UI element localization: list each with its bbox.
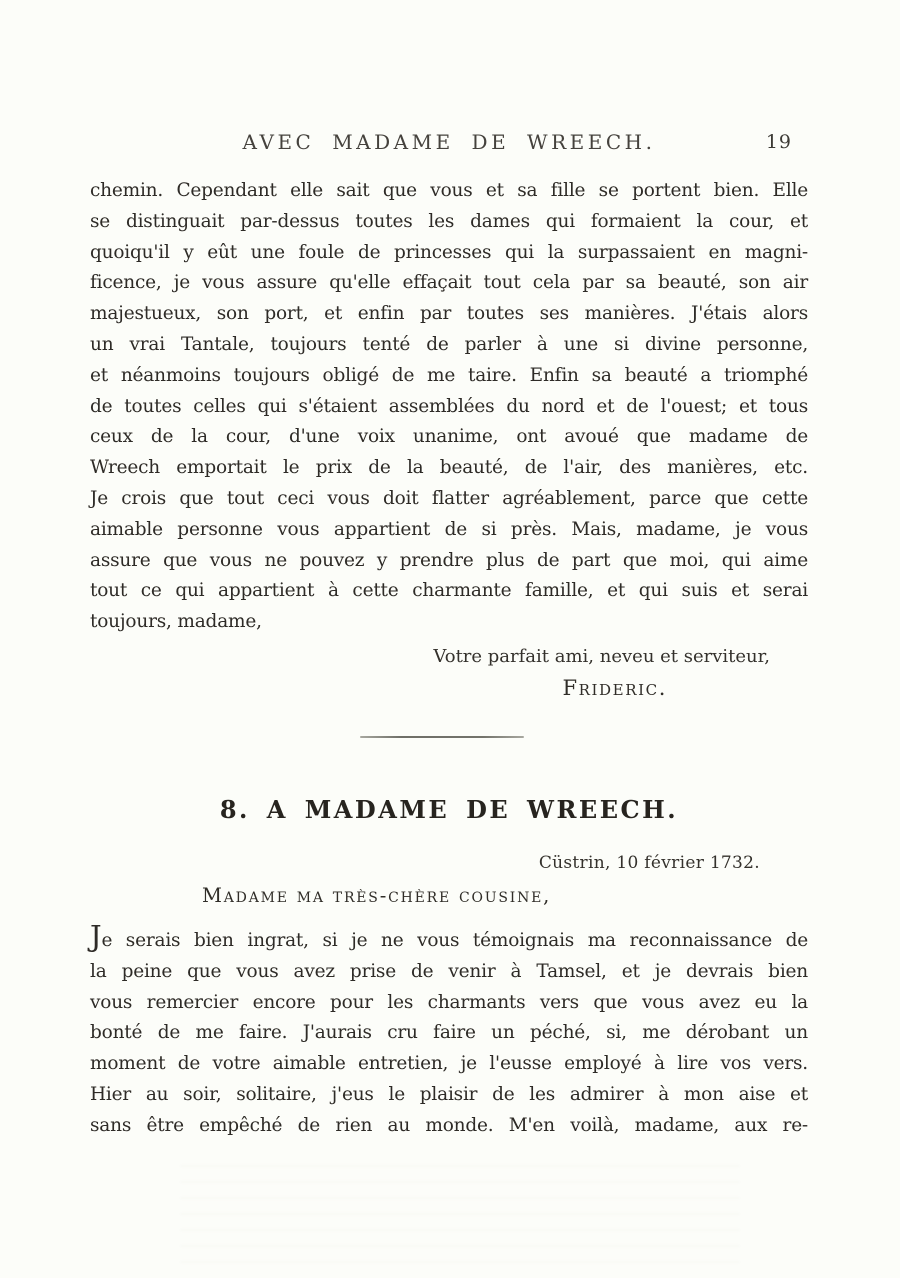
letter-7-signature: Frideric. <box>562 676 667 700</box>
body-line: ceux de la cour, d'une voix unanime, ont avoué que madame de <box>90 426 808 448</box>
body-line: chemin. Cependant elle sait que vous et sa fille se portent bien. Elle <box>90 180 808 201</box>
body-line: assure que vous ne pouvez y prendre plus de part que moi, qui aime <box>90 549 808 571</box>
body-line: quoiqu'il y eût une foule de princesses qui la surpassaient en magni- <box>90 241 808 263</box>
body-line: de toutes celles qui s'étaient assemblées du nord et de l'ouest; et tous <box>90 395 808 417</box>
letter-7-closing: Votre parfait ami, neveu et serviteur, <box>433 646 770 667</box>
body-line: tout ce qui appartient à cette charmante famille, et qui suis et serai <box>90 580 808 602</box>
letter-8-body <box>90 919 808 1142</box>
body-line: bonté de me faire. J'aurais cru faire un péché, si, me dérobant un <box>90 1022 808 1044</box>
body-line: majestueux, son port, et enfin par toutes ses manières. J'étais alors <box>90 303 808 325</box>
body-line: toujours, madame, <box>90 611 262 633</box>
body-line: et néanmoins toujours obligé de me taire. Enfin sa beauté a triomphé <box>90 364 808 386</box>
body-line: Hier au soir, solitaire, j'eus le plaisir de les admirer à mon aise et <box>90 1083 808 1105</box>
letter-8-heading: 8. A MADAME DE WREECH. <box>219 795 679 824</box>
body-line: moment de votre aimable entretien, je l'eusse employé à lire vos vers. <box>90 1053 808 1075</box>
body-line: aimable personne vous appartient de si près. Mais, madame, je vous <box>90 518 808 540</box>
running-header <box>90 130 808 160</box>
body-line: un vrai Tantale, toujours tenté de parler à une si divine personne, <box>90 333 808 355</box>
body-line: vous remercier encore pour les charmants vers que vous avez eu la <box>90 991 808 1013</box>
letter-8-salutation: Madame ma très-chère cousine, <box>202 884 552 907</box>
body-line: Je crois que tout ceci vous doit flatter agréablement, parce que cette <box>90 487 808 509</box>
page-showthrough-texture <box>180 1165 740 1265</box>
running-header-title: AVEC MADAME DE WREECH. <box>242 130 656 154</box>
body-line: la peine que vous avez prise de venir à Tamsel, et je devrais bien <box>90 960 808 982</box>
body-line: se distinguait par-dessus toutes les dames qui formaient la cour, et <box>90 210 808 232</box>
page-number: 19 <box>765 131 792 153</box>
body-line: Wreech emportait le prix de la beauté, de l'air, des manières, etc. <box>90 457 808 479</box>
section-divider-rule <box>360 736 524 738</box>
body-line: ficence, je vous assure qu'elle effaçait tout cela par sa beauté, son air <box>90 272 808 294</box>
body-line: Je serais bien ingrat, si je ne vous témoignais ma reconnaissance de <box>90 919 808 953</box>
letter-8-dateline: Cüstrin, 10 février 1732. <box>538 853 760 873</box>
body-line: sans être empêché de rien au monde. M'en voilà, madame, aux re- <box>90 1114 808 1136</box>
letter-7-body <box>90 176 808 638</box>
